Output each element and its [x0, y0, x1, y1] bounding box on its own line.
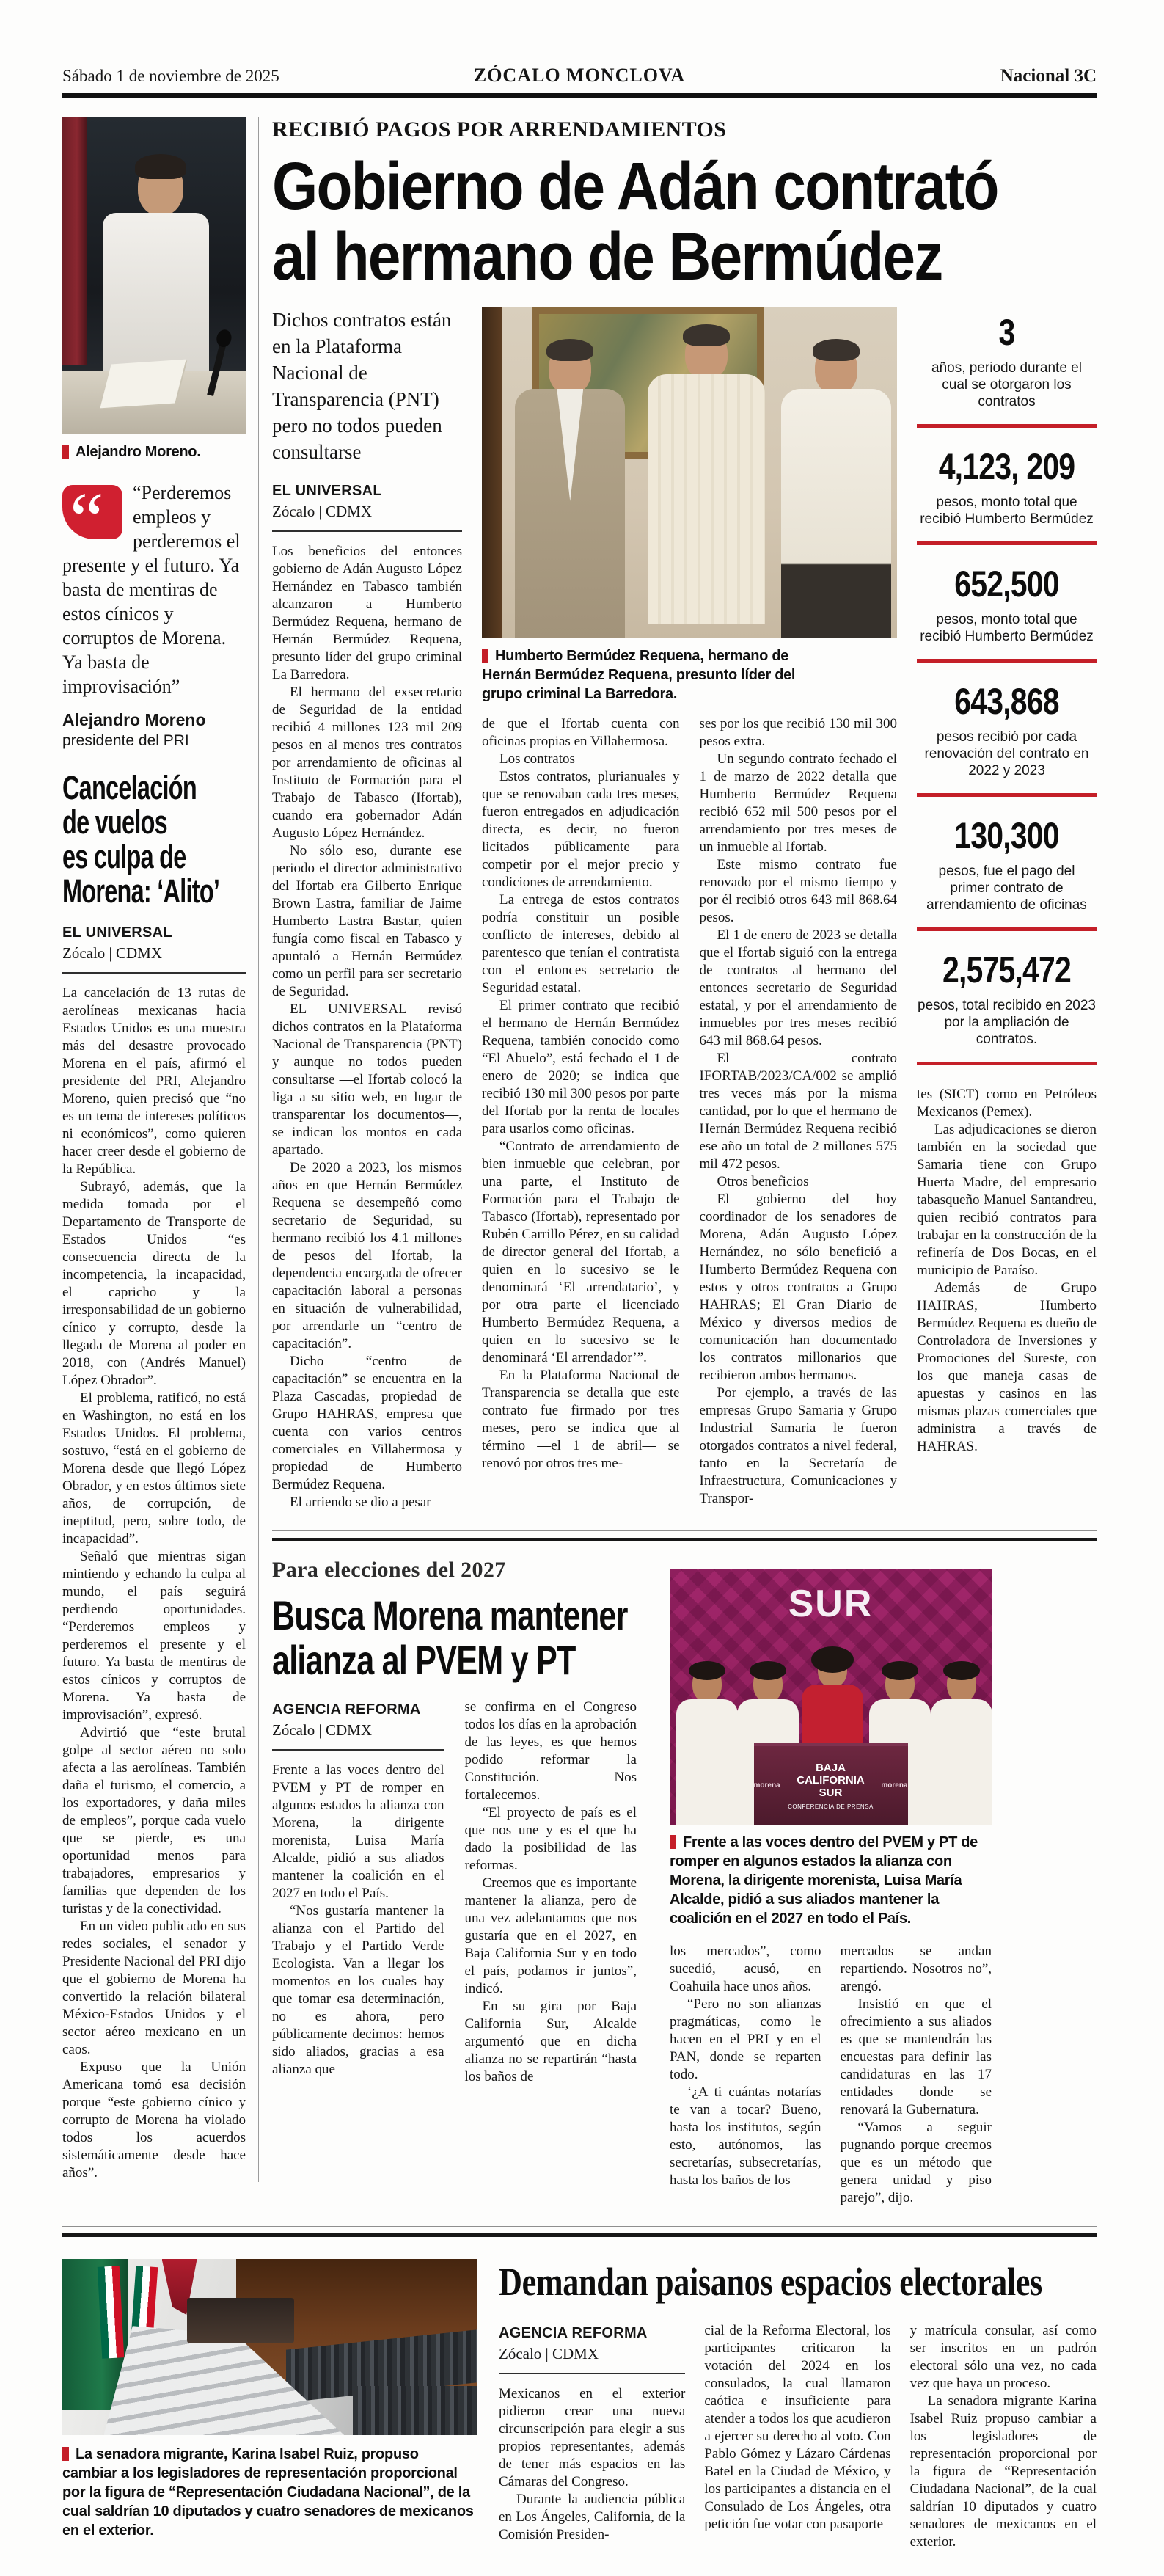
bottom-headline: Demandan paisanos espacios electorales	[499, 2260, 1042, 2304]
paragraph: “Pero no son alianzas pragmáticas, como le hacen en el PRI y en el PAN, donde se reparten todo.	[670, 1996, 821, 2082]
paragraph: Las adjudicaciones se dieron también en la sociedad que Samaria tiene con Grupo Huerta Madre, del empresario tabasqueño Manuel Santandreu, quien recibió contratos para trabajar en la construcción de la refinería de Dos Bocas, en el municipio de Paraíso.	[917, 1122, 1097, 1278]
paragraph: El primer contrato que recibió el hermano de Hernán Bermúdez Requena, también conocido como “El Abuelo”, está fechado el 1 de enero de 2020; se indica que recibió 130 mil 300 pesos por parte del Ifortab por la renta de locales para usarlos como oficinas.	[482, 998, 680, 1136]
paragraph: El contrato IFORTAB/2023/CA/002 se amplió tres veces más por la misma cantidad, por lo que el hermano de Hernán Bermúdez Requena recibió ese año un total de 2 millones 575 mil 472 pesos.	[699, 1051, 897, 1172]
caption-marker-icon	[62, 2447, 69, 2461]
caption-marker-icon	[482, 649, 488, 663]
stat-caption: pesos, monto total que recibió Humberto Bermúdez	[920, 612, 1094, 644]
paragraph: los mercados”, como sucedió, acusó, en Coahuila hace unos años.	[670, 1944, 821, 1994]
podium-sign-line2: SUR	[819, 1786, 843, 1799]
paragraph: “El proyecto de país es el que nos une y es el que ha dado la posibilidad de las reformas.	[464, 1805, 637, 1873]
middle-right-columns	[670, 1943, 992, 2207]
person-torso	[676, 1699, 738, 1825]
podium-sign-line1: BAJA CALIFORNIA	[797, 1761, 865, 1787]
stat-divider	[917, 793, 1097, 797]
podium-sign	[785, 1762, 877, 1810]
alejandro-moreno-photo	[62, 117, 246, 434]
paragraph: mercados se andan repartiendo. Nosotros no”, arengó.	[840, 1944, 992, 1994]
paragraph: De 2020 a 2023, los mismos años en que Hernán Bermúdez Requena se desempeñó como secretario de Seguridad, su hermano recibió los 4.1 millones de pesos del Ifortab, la dependencia encargada de ofrecer capacitación laboral a personas en situación de vulnerabilidad, por arrendarle un “centro de capacitación”.	[272, 1160, 462, 1351]
paragraph: Este mismo contrato fue renovado por el mismo tiempo y por él recibió otros 643 mil 868.64 pesos.	[699, 857, 897, 925]
person-head	[753, 1667, 783, 1702]
paragraph: y matrícula consular, así como ser inscritos en un padrón electoral sólo una vez, no cada vez que haya un proceso.	[909, 2323, 1097, 2391]
photo-caption-text: Frente a las voces dentro del PVEM y PT de romper en algunos estados la alianza con Morena, la dirigente morenista, Luisa María Alcalde, pidió a sus aliados mantener la coalición en el 2027 en todo el País.	[670, 1834, 978, 1927]
person-torso	[781, 389, 891, 638]
stat-divider	[917, 1062, 1097, 1065]
paragraph: El problema, ratificó, no está en Washington, no está en los Estados Unidos. El problema, sostuvo, “está en el gobierno de Morena desde que llegó López Obrador, y en estos últimos siete años, de corrupción, de ineptitud, pero, sobre todo, de incapacidad”.	[62, 1390, 246, 1547]
paragraph: de que el Ifortab cuenta con oficinas propias en Villahermosa.	[482, 716, 680, 749]
middle-body-col3	[670, 1943, 821, 2207]
byline-rule	[499, 2373, 685, 2374]
paragraph: El hermano del exsecretario de Seguridad de la entidad recibió 4 millones 123 mil 209 pesos en al menos tres contratos por arrendamiento de oficinas al Instituto de Formación para el Trabajo de Tabasco (Ifortab), cuando era gobernador Adán Augusto López Hernández.	[272, 685, 462, 841]
photo-caption-text: Humberto Bermúdez Requena, hermano de Hernán Bermúdez Requena, presunto líder del grupo criminal La Barredora.	[482, 648, 796, 702]
stat-item	[917, 814, 1097, 931]
bottom-right-block	[499, 2259, 1097, 2551]
morena-logo: morena	[753, 1781, 780, 1789]
section-divider	[272, 1530, 1097, 1541]
middle-right-block	[670, 1558, 992, 2207]
press-conference-photo	[670, 1569, 992, 1825]
paragraph: cial de la Reforma Electoral, los participantes criticaron la votación del 2024 en los consulados, la cual llamaron caótica e insuficiente para atender a todos los que acudieron a ejercer su derecho al voto. Con Pablo Gómez y Lázaro Cárdenas Batel en la Ciudad de México, y los participantes a distancia en el Consulado de Los Ángeles, otra petición fue votar con pasaporte	[704, 2323, 891, 2532]
paragraph: En un video publicado en sus redes sociales, el senador y Presidente Nacional del PRI dijo que el gobierno de Morena ha convertido la relación bilateral México-Estados Unidos y el sector aéreo mexicano en un caos.	[62, 1919, 246, 2057]
headline-line: Cancelación	[62, 769, 197, 806]
stat-caption: pesos, total recibido en 2023 por la ampliación de contratos.	[918, 998, 1096, 1047]
paper-decor	[100, 359, 186, 408]
paragraph: Frente a las voces dentro del PVEM y PT de romper en algunos estados la alianza con Morena, la dirigente morenista, Luisa María Alcalde, pidió a sus aliados mantener la coalición en el 2027 en todo el País.	[272, 1762, 444, 1901]
stat-divider	[917, 927, 1097, 931]
stat-caption: pesos, monto total que recibió Humberto Bermúdez	[920, 495, 1094, 527]
stat-divider	[917, 541, 1097, 545]
publication-title: ZÓCALO MONCLOVA	[473, 65, 686, 86]
lead-kicker: RECIBIÓ PAGOS POR ARRENDAMIENTOS	[272, 117, 727, 142]
photo-caption	[670, 1833, 992, 1928]
lead-body-col3	[700, 715, 898, 1508]
byline-dateline: Zócalo | CDMX	[499, 2345, 599, 2362]
quote-author: Alejandro Moreno	[62, 710, 206, 729]
byline-agency: AGENCIA REFORMA	[499, 2325, 648, 2341]
stat-value: 2,575,472	[942, 949, 1072, 990]
middle-body-col1	[272, 1762, 444, 2079]
left-rail	[62, 117, 259, 2182]
paragraph: ‘¿A ti cuántas notarías te van a tocar? Bueno, hasta los institutos, según esto, autónomos, las secretarías, subsecretarías, hasta los baños de los	[670, 2084, 821, 2188]
middle-article	[272, 1558, 1097, 2207]
stats-list	[917, 311, 1097, 1065]
paragraph: En su gira por Baja California Sur, Alcalde argumentó que en dicha alianza no se repartirán “hasta los baños de	[464, 1999, 637, 2084]
byline-agency: EL UNIVERSAL	[62, 924, 172, 941]
paragraph: El gobierno del hoy coordinador de los senadores de Morena, Adán Augusto López Hernández, no sólo benefició a Humberto Bermúdez Requena con estos y otros contratos a Grupo HAHRAS; El Gran Diario de México y diversos medios de comunicación han documentado los contratos millonarios que recibieron ambos hermanos.	[699, 1192, 897, 1383]
paragraph: Expuso que la Unión Americana tomó esa decisión porque “este gobierno cínico y corrupto de Morena ha violado todos los acuerdos sistemáticamente desde hace años”.	[62, 2059, 246, 2181]
paragraph: Subrayó, además, que la medida tomada por el Departamento de Transporte de Estados Unidos “es consecuencia directa de la incompetencia, la incapacidad, el capricho y la irresponsabilidad de un gobierno cínico y corrupto, desde la llegada de Morena al poder en 2018, con (Andrés Manuel) López Obrador”.	[62, 1179, 246, 1388]
main-column	[259, 117, 1097, 2207]
byline-rule	[272, 1749, 444, 1751]
morena-logo: morena	[881, 1781, 908, 1789]
bottom-byline	[499, 2325, 685, 2363]
byline-rule	[272, 530, 462, 532]
lead-first-column	[272, 307, 462, 1511]
lead-center-columns	[482, 715, 897, 1508]
paragraph: Estos contratos, plurianuales y que se renovaban cada tres meses, fueron entregados en adjudicación directa, es decir, no fueron licitados públicamente para competir por el mejor precio y condiciones de arrendamiento.	[482, 769, 680, 890]
paragraph: ses por los que recibió 130 mil 300 pesos extra.	[699, 716, 897, 749]
person-torso	[648, 374, 765, 624]
paragraph: El arriendo se dio a pesar	[290, 1495, 431, 1510]
bottom-col1	[499, 2322, 685, 2551]
caption-marker-icon	[62, 445, 69, 459]
person-head	[885, 1667, 915, 1702]
person-shirt	[103, 213, 209, 378]
person-head	[138, 161, 183, 216]
byline-dateline: Zócalo | CDMX	[272, 503, 373, 520]
podium-sign-subtitle: CONFERENCIA DE PRENSA	[788, 1803, 874, 1810]
paragraph: Los beneficios del entonces gobierno de Adán Augusto López Hernández en Tabasco también alcanzaron a Humberto Bermúdez Requena, hermano de Hernán Bermúdez Requena, presunto líder del grupo criminal La Barredora.	[272, 544, 462, 682]
lead-body-col4	[917, 1086, 1097, 1456]
bermudez-photo	[482, 307, 897, 638]
paragraph: La senadora migrante Karina Isabel Ruiz propuso cambiar a los legisladores de representación proporcional por la figura de “Representación Ciudadana Nacional”, de la cual saldrían 10 diputados y cuatro senadores de mexicanos en el exterior.	[909, 2393, 1097, 2550]
pull-quote	[62, 481, 246, 698]
paragraph: “Nos gustaría mantener la alianza con el Partido del Trabajo y el Partido Verde Ecologista. Van a llegar los momentos en los cuales hay que tomar esa determinación, no es ahora, pero públicamente decimos: hemos sido aliados, gracias a esa alianza que	[272, 1903, 444, 2077]
headline-line: al hermano de Bermúdez	[272, 219, 942, 294]
lead-headline	[272, 151, 1097, 292]
paragraph: Otros beneficios	[717, 1174, 809, 1189]
bottom-body-col3	[910, 2322, 1097, 2551]
headline-line: de vuelos	[62, 803, 167, 841]
paragraph: Insistió en que el ofrecimiento a sus aliados es que se mantendrán las encuestas para definir las candidaturas en las 17 entidades donde se renovará la Gubernatura.	[840, 1996, 992, 2117]
person	[931, 1667, 992, 1825]
stat-item	[917, 563, 1097, 663]
paragraph: La cancelación de 13 rutas de aerolíneas mexicanas hacia Estados Unidos es una muestra más del desastre provocado Morena en el país, afirmó el presidente del PRI, Alejandro Moreno, quien precisó que “no es un tema de intereses políticos ni económicos”, como quieren hacer creer desde el gobierno de la República.	[62, 985, 246, 1177]
rail-article-body	[62, 985, 246, 2182]
rail-byline	[62, 924, 246, 963]
bottom-left-block	[62, 2259, 477, 2551]
lead-body-col2	[482, 715, 680, 1508]
stat-item	[917, 680, 1097, 797]
bottom-section-divider	[62, 2226, 1097, 2237]
congress-chamber-photo	[62, 2259, 477, 2435]
paragraph: El 1 de enero de 2023 se detalla que el Ifortab siguió con la entrega de contratos al hermano del entonces secretario de Seguridad estatal, y por el arrendamiento de inmuebles por tres meses recibió 643 mil 868.64 pesos.	[699, 927, 897, 1048]
photo-caption	[62, 2445, 477, 2540]
person-left	[515, 345, 625, 638]
bottom-body-col2	[704, 2322, 890, 2551]
middle-byline	[272, 1701, 444, 1740]
masthead	[62, 65, 1097, 98]
paragraph: Señaló que mientras sigan mintiendo y echando la culpa al mundo, el país seguirá perdiendo oportunidades. “Perderemos empleos y perderemos el presente y el futuro. Ya basta de mentiras de estos cínicos y corruptos de Morena. Ya basta de improvisación”, expresó.	[62, 1549, 246, 1723]
person-right	[781, 345, 891, 638]
headline-line: Gobierno de Adán contrató	[272, 149, 998, 224]
photo-caption-text: Alejandro Moreno.	[76, 444, 201, 460]
stat-value: 4,123, 209	[938, 446, 1075, 487]
headline-line: alianza al PVEM y PT	[272, 1637, 576, 1683]
headline-line: es culpa de	[62, 838, 186, 875]
paragraph: Además de Grupo HAHRAS, Humberto Bermúdez Requena es dueño de Controladora de Inversiones y Promociones del Sureste, con los que maneja casas de apuestas y casinos en las mismas plazas comerciales que administra a través de HAHRAS.	[917, 1280, 1097, 1454]
bottom-article	[62, 2259, 1097, 2551]
bottom-body-col1	[499, 2385, 685, 2544]
paragraph: No sólo eso, durante ese periodo el director administrativo del Ifortab era Gilberto Enrique Brown Lastra, familiar de Jaime Humberto Lastra Bastar, quien fungía como fiscal en Tabasco y apuntaló a Hernán Bermúdez como un perfil para ser secretario de Seguridad.	[272, 843, 462, 999]
paragraph: “Contrato de arrendamiento de bien inmueble que celebran, por una parte, el Instituto de Formación para el Trabajo de Tabasco (Ifortab), representado por Rubén Carrillo Pérez, en su calidad de director general del Ifortab, a quien en lo sucesivo se le denominará ‘El arrendatario’, y por otra parte el licenciado Humberto Bermúdez Requena, a quien en lo sucesivo se le denominará ‘El arrendador’”.	[482, 1139, 680, 1365]
person-torso	[515, 389, 625, 638]
person	[676, 1667, 738, 1825]
middle-headline	[272, 1593, 637, 1682]
paragraph: Por ejemplo, a través de las empresas Grupo Samaria y Grupo Industrial Samaria le fueron otorgados contratos a nivel federal, tanto en la Secretaría de Infraestructura, Comunicaciones y Transpor-	[699, 1385, 897, 1506]
section-label: Nacional 3C	[1000, 66, 1097, 86]
paragraph: Dicho “centro de capacitación” se encuentra en la Plaza Cascadas, propiedad de Grupo HAHRAS, empresa que cuenta con varios centros comerciales en Villahermosa y propiedad de Humberto Bermúdez Requena.	[272, 1354, 462, 1492]
quote-author-role: presidente del PRI	[62, 732, 189, 749]
paragraph: Los contratos	[499, 751, 575, 767]
paragraph: Creemos que es importante mantener la alianza, pero de una vez adelantamos que nos gustaría que en el 2027, en Baja California Sur y en todo el país, podamos ir juntos”, indicó.	[464, 1875, 637, 1996]
byline-dateline: Zócalo | CDMX	[272, 1721, 373, 1739]
person-head	[549, 345, 591, 395]
dais-decor	[187, 2298, 295, 2343]
stat-item	[917, 949, 1097, 1065]
lead-article-grid	[272, 307, 1097, 1511]
podium	[754, 1743, 908, 1825]
byline-rule	[62, 972, 246, 974]
quote-text: “Perderemos empleos y perderemos el presente y el futuro. Ya basta de mentiras de estos cínicos y corruptos de Morena. Ya basta de improvisación”	[62, 482, 241, 697]
person-torso	[931, 1699, 992, 1825]
byline-dateline: Zócalo | CDMX	[62, 944, 163, 962]
person-head	[947, 1667, 976, 1702]
middle-left-block	[272, 1558, 637, 2207]
person-head	[818, 1652, 847, 1687]
paragraph: tes (SICT) como en Petróleos Mexicanos (Pemex).	[917, 1087, 1097, 1120]
mexican-flag	[98, 2266, 125, 2358]
middle-col1	[272, 1699, 444, 2086]
headline-line: Busca Morena mantener	[272, 1592, 628, 1638]
lead-body-col1	[272, 543, 462, 1511]
top-content-row	[62, 117, 1097, 2207]
curtain-decor	[62, 117, 87, 365]
stats-sidebar	[917, 307, 1097, 1511]
stat-caption: pesos, fue el pago del primer contrato de arrendamiento de oficinas	[926, 864, 1087, 913]
person-head	[692, 1667, 722, 1702]
middle-kicker: Para elecciones del 2027	[272, 1558, 506, 1582]
lead-byline	[272, 483, 462, 521]
stat-value: 3	[998, 312, 1015, 353]
middle-body-col2	[465, 1699, 637, 2086]
paragraph: En la Plataforma Nacional de Transparencia se detalla que este contrato fue firmado por tres meses, pero se indica que al término —el 1 de abril— se renovó por otros tres me-	[482, 1368, 680, 1471]
byline-agency: AGENCIA REFORMA	[272, 1701, 421, 1718]
caption-marker-icon	[670, 1835, 676, 1849]
middle-body-col4	[841, 1943, 992, 2207]
edition-date: Sábado 1 de noviembre de 2025	[62, 67, 279, 85]
paragraph: “Vamos a seguir pugnando porque creemos que es un método que genera unidad y piso parejo”, dijo.	[840, 2120, 992, 2205]
paragraph: se confirma en el Congreso todos los días en la aprobación de las leyes, es que hemos podido reformar la Constitución. Nos fortalecemos.	[464, 1699, 637, 1803]
paragraph: EL UNIVERSAL revisó dichos contratos en la Plataforma Nacional de Transparencia (PNT) y aunque no todos pueden consultarse —el Ifortab colocó la liga a su sitio web, en lugar de transparentar los documentos—, se indican los montos en cada apartado.	[272, 1001, 462, 1158]
paragraph: Un segundo contrato fechado el 1 de marzo de 2022 detalla que Humberto Bermúdez Requena recibió 652 mil 500 pesos por el arrendamiento por tres meses de un inmueble al Ifortab.	[699, 751, 897, 855]
headline-line: Morena: ‘Alito’	[62, 872, 220, 910]
bottom-columns	[499, 2322, 1097, 2551]
person-center	[648, 330, 765, 638]
stat-value: 652,500	[954, 563, 1059, 605]
paragraph: Durante la audiencia pública en Los Ángeles, California, de la Comisión Presiden-	[499, 2492, 686, 2542]
lead-deck: Dichos contratos están en la Plataforma Nacional de Transparencia (PNT) pero no todos pueden consultarse	[272, 309, 452, 463]
stat-caption: años, periodo durante el cual se otorgaron los contratos	[931, 360, 1082, 409]
photo-caption	[482, 646, 805, 704]
stat-value: 643,868	[954, 681, 1059, 722]
photo-caption-text: La senadora migrante, Karina Isabel Ruiz, propuso cambiar a los legisladores de representación proporcional por la figura de “Representación Ciudadana Nacional”, de la cual saldrían 10 diputados y cuatro senadores de mexicanos en el exterior.	[62, 2446, 474, 2539]
person-head	[685, 330, 728, 380]
stat-divider	[917, 659, 1097, 663]
paragraph: Mexicanos en el exterior pidieron crear una nueva circunscripción para elegir a sus propios representantes, además de tener más espacios en las Cámaras del Congreso.	[499, 2386, 686, 2489]
quote-icon	[62, 485, 122, 539]
backdrop-text: SUR	[788, 1583, 874, 1626]
audience-decor	[353, 2386, 477, 2435]
middle-columns	[272, 1699, 637, 2086]
stat-divider	[917, 424, 1097, 428]
stat-item	[917, 445, 1097, 545]
byline-agency: EL UNIVERSAL	[272, 483, 382, 499]
wall-decor	[482, 307, 502, 638]
stat-item	[917, 311, 1097, 428]
stat-caption: pesos recibió por cada renovación del contrato en 2022 y 2023	[924, 729, 1089, 778]
photo-caption	[62, 442, 246, 461]
stat-value: 130,300	[954, 815, 1059, 856]
paragraph: La entrega de estos contratos podría constituir un posible conflicto de intereses, debido al parentesco que tenían el contratista con el entonces secretario de Seguridad estatal.	[482, 892, 680, 996]
paragraph: Advirtió que “este brutal golpe al sector aéreo no solo afecta a las aerolíneas. También daña el turismo, el comercio, a los exportadores, y daña miles de empleos”, porque cada vuelo que se pierde, es una oportunidad menos para trabajadores, empresarios y familias que dependen de los turistas y de la conectividad.	[62, 1725, 246, 1916]
rail-article-headline	[62, 770, 246, 908]
person-head	[815, 345, 857, 395]
lead-center-block	[482, 307, 897, 1511]
